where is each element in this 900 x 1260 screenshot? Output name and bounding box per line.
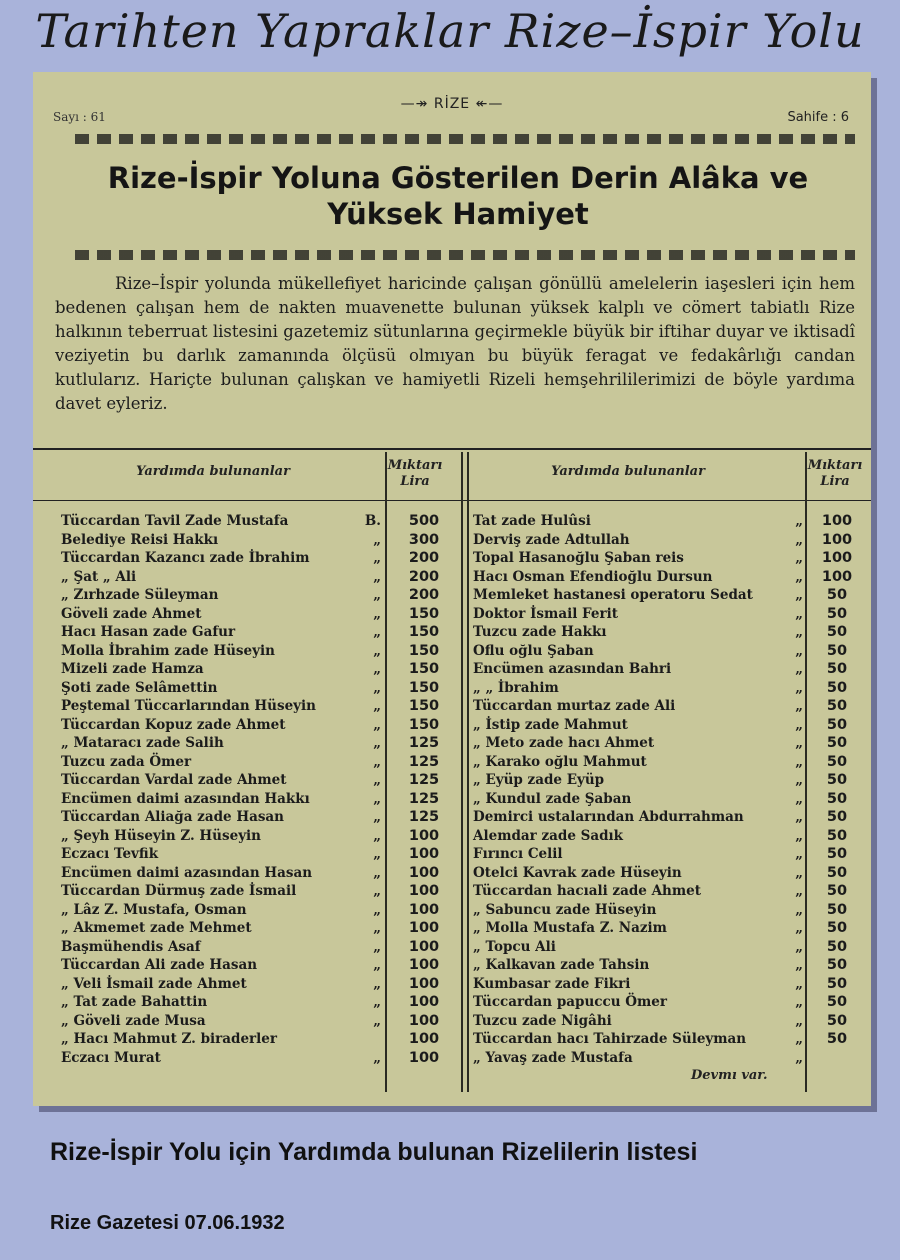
donor-row — [61, 679, 381, 698]
donor-row — [61, 975, 381, 994]
donor-name: „ Göveli zade Musa — [61, 1012, 206, 1029]
donation-amount — [807, 1049, 867, 1068]
donation-amount: 150 — [408, 698, 440, 714]
donor-row — [61, 512, 381, 531]
ditto-mark: „ — [795, 753, 803, 770]
donation-amount: 500 — [408, 513, 440, 529]
ditto-mark: „ — [373, 772, 381, 788]
ornament-border-bottom — [75, 250, 855, 260]
donor-name: Şoti zade Selâmettin — [61, 679, 218, 696]
donor-name: Tüccardan Kopuz zade Ahmet — [61, 716, 286, 733]
ditto-mark: „ — [373, 550, 381, 566]
article-headline: Rize-İspir Yoluna Gösterilen Derin Alâka ve Yüksek Hamiyet — [107, 161, 809, 231]
source-note: Rize Gazetesi 07.06.1932 — [50, 1212, 285, 1234]
ditto-mark: „ — [795, 624, 803, 640]
donor-row — [473, 586, 803, 605]
ditto-mark: „ — [373, 938, 381, 955]
ditto-mark: „ — [373, 661, 381, 677]
donor-row — [473, 882, 803, 901]
donor-row — [473, 1030, 803, 1049]
donation-amount: 100 — [408, 975, 440, 992]
donor-name: „ Sabuncu zade Hüseyin — [473, 901, 657, 918]
ditto-mark: „ — [795, 1012, 803, 1029]
donor-name: „ Mataracı zade Salih — [61, 735, 224, 751]
donation-amount: 150 — [408, 679, 440, 696]
ditto-mark: „ — [795, 864, 803, 881]
donation-amount: 100 — [408, 994, 440, 1010]
donor-row — [61, 1049, 381, 1068]
donation-amount: 300 — [408, 531, 440, 548]
donor-row — [61, 882, 381, 901]
donor-name: Alemdar zade Sadık — [473, 827, 624, 844]
donor-name: Oflu oğlu Şaban — [473, 642, 594, 659]
donor-name: Kumbasar zade Fikri — [473, 975, 631, 992]
ditto-mark: „ — [795, 642, 803, 659]
donor-row — [61, 1012, 381, 1031]
ditto-mark: „ — [795, 531, 803, 548]
donor-row — [473, 827, 803, 846]
donor-name: Doktor İsmail Ferit — [473, 605, 618, 622]
donation-amount: 50 — [826, 864, 848, 881]
donor-row — [61, 734, 381, 753]
donation-amount: 50 — [826, 772, 848, 788]
ditto-mark: „ — [795, 1031, 803, 1047]
donor-name: „ Zırhzade Süleyman — [61, 587, 219, 603]
donor-name: „ „ İbrahim — [473, 679, 559, 696]
donor-row — [473, 919, 803, 938]
masthead: —↠ RİZE ↞— — [400, 96, 504, 112]
table-header-rule — [33, 500, 871, 501]
column-divider — [467, 452, 469, 1092]
donor-row — [61, 790, 381, 809]
donation-amount: 50 — [826, 957, 848, 973]
donation-amount: 150 — [408, 661, 440, 677]
ditto-mark: „ — [795, 883, 803, 899]
donor-name: Encümen daimi azasından Hasan — [61, 864, 313, 881]
ditto-mark: „ — [373, 568, 381, 585]
ditto-mark: „ — [373, 679, 381, 696]
donation-amount: 125 — [408, 790, 440, 807]
ditto-mark: „ — [373, 901, 381, 918]
donor-name: Eczacı Murat — [61, 1049, 161, 1066]
donor-row — [61, 568, 381, 587]
donation-amount: 50 — [826, 753, 848, 770]
ditto-mark: „ — [795, 679, 803, 696]
ditto-mark: „ — [373, 716, 381, 733]
right-amount-header: Mıktarı Lira — [807, 458, 863, 489]
donor-name: Hacı Hasan zade Gafur — [61, 624, 236, 640]
donor-row — [61, 586, 381, 605]
donation-amount: 125 — [408, 772, 440, 788]
page-number: Sahife : 6 — [787, 110, 849, 125]
ditto-mark: „ — [795, 605, 803, 622]
ditto-mark: „ — [373, 698, 381, 714]
donor-row — [473, 623, 803, 642]
donation-amount: 125 — [408, 809, 440, 825]
ditto-mark: „ — [373, 531, 381, 548]
donation-amount: 50 — [826, 735, 848, 751]
donor-row — [61, 660, 381, 679]
right-amount-list — [807, 512, 867, 1067]
donor-name: Otelci Kavrak zade Hüseyin — [473, 864, 682, 881]
donation-amount: 50 — [826, 901, 848, 918]
donor-name: Tüccardan hacıali zade Ahmet — [473, 883, 701, 899]
donation-amount: 150 — [408, 716, 440, 733]
ditto-mark: „ — [373, 957, 381, 973]
ditto-mark: „ — [373, 735, 381, 751]
donor-name: „ Şeyh Hüseyin Z. Hüseyin — [61, 827, 261, 844]
donation-amount: 50 — [826, 605, 848, 622]
donor-name: Molla İbrahim zade Hüseyin — [61, 642, 275, 659]
right-name-header: Yardımda bulunanlar — [551, 464, 705, 479]
donor-name: „ Lâz Z. Mustafa, Osman — [61, 901, 247, 918]
ditto-mark: „ — [795, 513, 803, 529]
ditto-mark: „ — [795, 587, 803, 603]
column-divider — [461, 452, 463, 1092]
donor-name: Encümen daimi azasından Hakkı — [61, 790, 310, 807]
ditto-mark: „ — [795, 994, 803, 1010]
donor-row — [473, 938, 803, 957]
donation-amount: 50 — [826, 642, 848, 659]
donor-name: „ Veli İsmail zade Ahmet — [61, 975, 247, 992]
masthead-label: RİZE — [433, 96, 471, 112]
donor-row — [473, 568, 803, 587]
donor-row — [61, 771, 381, 790]
donor-row — [473, 901, 803, 920]
ditto-mark: „ — [795, 975, 803, 992]
ornament-border-top — [75, 134, 855, 144]
donor-name: „ Hacı Mahmut Z. biraderler — [61, 1031, 277, 1047]
donor-row — [473, 864, 803, 883]
donor-row — [61, 716, 381, 735]
ditto-mark: „ — [795, 698, 803, 714]
donation-amount: 100 — [821, 568, 853, 585]
donor-row — [473, 1012, 803, 1031]
donor-name: Fırıncı Celil — [473, 846, 563, 862]
donor-row — [473, 753, 803, 772]
donor-name: Tüccardan Ali zade Hasan — [61, 957, 258, 973]
donor-name: Eczacı Tevfik — [61, 846, 159, 862]
donation-amount: 50 — [826, 679, 848, 696]
donation-amount: 50 — [826, 827, 848, 844]
donor-name: „ Eyüp zade Eyüp — [473, 772, 605, 788]
donor-row — [473, 975, 803, 994]
ditto-mark: „ — [795, 920, 803, 936]
donor-row — [473, 1049, 803, 1068]
ditto-mark: „ — [795, 957, 803, 973]
donor-name: Tüccardan Vardal zade Ahmet — [61, 772, 287, 788]
ditto-mark: „ — [373, 975, 381, 992]
ditto-mark: „ — [795, 938, 803, 955]
donor-name: Topal Hasanoğlu Şaban reis — [473, 550, 684, 566]
ditto-mark: „ — [373, 790, 381, 807]
ditto-mark: „ — [795, 1049, 803, 1066]
ditto-mark: „ — [373, 587, 381, 603]
ditto-mark: „ — [795, 846, 803, 862]
donor-row — [61, 938, 381, 957]
donor-row — [473, 660, 803, 679]
donor-row — [473, 512, 803, 531]
donor-row — [473, 531, 803, 550]
donation-amount: 100 — [408, 1049, 440, 1066]
ditto-mark: „ — [373, 920, 381, 936]
donor-row — [61, 605, 381, 624]
donation-amount: 50 — [826, 994, 848, 1010]
donation-amount: 100 — [408, 901, 440, 918]
donation-amount: 100 — [821, 531, 853, 548]
donor-row — [61, 753, 381, 772]
donation-amount: 100 — [821, 550, 853, 566]
ditto-mark: „ — [373, 624, 381, 640]
ditto-mark: „ — [795, 716, 803, 733]
donor-row — [61, 864, 381, 883]
donation-amount: 50 — [826, 975, 848, 992]
ditto-mark: „ — [373, 827, 381, 844]
ditto-mark: „ — [373, 605, 381, 622]
ditto-mark: „ — [373, 864, 381, 881]
donor-name: Tuzcu zada Ömer — [61, 753, 192, 770]
table-top-rule — [33, 448, 871, 450]
image-caption: Rize-İspir Yolu için Yardımda bulunan Rizelilerin listesi — [50, 1138, 698, 1166]
donation-amount: 50 — [826, 883, 848, 899]
ditto-mark: „ — [795, 735, 803, 751]
ditto-mark: „ — [795, 550, 803, 566]
donor-row — [61, 531, 381, 550]
donation-amount: 150 — [408, 624, 440, 640]
donor-name: Tat zade Hulûsi — [473, 513, 591, 529]
donation-amount: 50 — [826, 920, 848, 936]
donor-name: Tüccardan Aliağa zade Hasan — [61, 809, 284, 825]
donor-name: Başmühendis Asaf — [61, 938, 201, 955]
continued-note: Devmı var. — [691, 1068, 768, 1083]
donation-amount: 200 — [408, 568, 440, 585]
left-name-header: Yardımda bulunanlar — [136, 464, 290, 479]
donor-name: Göveli zade Ahmet — [61, 605, 202, 622]
table-header — [33, 452, 871, 504]
issue-number: Sayı : 61 — [53, 110, 106, 124]
donor-name: „ Meto zade hacı Ahmet — [473, 735, 655, 751]
page-title: Tarihten Yapraklar Rize–İspir Yolu — [35, 4, 865, 58]
donation-amount: 100 — [408, 1031, 440, 1047]
donor-row — [61, 993, 381, 1012]
donor-name: Hacı Osman Efendioğlu Dursun — [473, 568, 713, 585]
donor-name: „ İstip zade Mahmut — [473, 716, 628, 733]
donor-row — [473, 716, 803, 735]
ditto-mark: „ — [373, 846, 381, 862]
donation-amount: 125 — [408, 735, 440, 751]
newspaper-clipping — [33, 72, 871, 1106]
donor-row — [61, 827, 381, 846]
donation-amount: 100 — [408, 864, 440, 881]
article-intro: Rize–İspir yolunda mükellefiyet haricinde çalışan gönüllü amelelerin iaşesleri için hem bedenen çalışan hem de nakten muavenette bulunan yüksek kalplı ve cömert tabiatlı Rize halkının teberruat listesini gazetemiz sütunlarına geçirmekle büyük bir iftihar duyar ve iktisadî veziyetin bu darlık zamanında ölçüsü olmıyan bu büyük feragat ve fedakârlığı candan kutlularız. Hariçte bulunan çalışkan ve hamiyetli Rizeli hemşehrililerimizi de böyle yardıma davet eyleriz. — [55, 274, 855, 413]
donation-amount: 50 — [826, 698, 848, 714]
donation-amount: 100 — [408, 883, 440, 899]
donor-name: Belediye Reisi Hakkı — [61, 531, 219, 548]
donation-amount: 50 — [826, 790, 848, 807]
ditto-mark: „ — [795, 809, 803, 825]
donor-name: Tüccardan Tavil Zade Mustafa — [61, 513, 289, 529]
donor-row — [61, 901, 381, 920]
donor-name: „ Topcu Ali — [473, 938, 556, 955]
donor-name: Tüccardan papuccu Ömer — [473, 994, 667, 1010]
ditto-mark: „ — [373, 809, 381, 825]
donor-name: Tüccardan hacı Tahirzade Süleyman — [473, 1031, 747, 1047]
donation-amount: 50 — [826, 1031, 848, 1047]
donor-name: „ Şat „ Ali — [61, 568, 137, 585]
donation-amount: 150 — [408, 642, 440, 659]
donor-name: Demirci ustalarından Abdurrahman — [473, 809, 744, 825]
ditto-mark: „ — [795, 827, 803, 844]
donor-name: „ Kundul zade Şaban — [473, 790, 632, 807]
ditto-mark: „ — [373, 994, 381, 1010]
donor-row — [473, 790, 803, 809]
donation-amount: 150 — [408, 605, 440, 622]
donation-amount: 50 — [826, 587, 848, 603]
donor-row — [61, 623, 381, 642]
donation-amount: 100 — [408, 1012, 440, 1029]
donation-amount: 125 — [408, 753, 440, 770]
donor-row — [473, 956, 803, 975]
ditto-mark: „ — [795, 772, 803, 788]
donor-row — [61, 919, 381, 938]
donor-row — [473, 808, 803, 827]
donation-amount: 100 — [408, 957, 440, 973]
donation-amount: 100 — [821, 513, 853, 529]
donor-row — [473, 771, 803, 790]
ditto-mark: B. — [364, 513, 381, 529]
left-amount-header: Mıktarı Lira — [387, 458, 443, 489]
donor-row — [473, 845, 803, 864]
ditto-mark: „ — [795, 790, 803, 807]
donor-name: „ Tat zade Bahattin — [61, 994, 208, 1010]
donor-row — [473, 993, 803, 1012]
donor-row — [473, 697, 803, 716]
donor-name: Tüccardan Kazancı zade İbrahim — [61, 550, 310, 566]
donation-amount: 200 — [408, 550, 440, 566]
donor-row — [61, 1030, 381, 1049]
donation-amount: 50 — [826, 1012, 848, 1029]
donor-row — [61, 808, 381, 827]
donation-amount: 100 — [408, 827, 440, 844]
donor-name: Tüccardan murtaz zade Ali — [473, 698, 676, 714]
donor-name: Mizeli zade Hamza — [61, 661, 204, 677]
donor-name: „ Akmemet zade Mehmet — [61, 920, 252, 936]
donor-name: Encümen azasından Bahri — [473, 661, 672, 677]
donor-name: „ Kalkavan zade Tahsin — [473, 957, 650, 973]
donation-amount: 100 — [408, 920, 440, 936]
donor-row — [61, 549, 381, 568]
donation-amount: 50 — [826, 809, 848, 825]
right-donor-list — [473, 512, 803, 1067]
ditto-mark: „ — [373, 1012, 381, 1029]
donor-row — [61, 845, 381, 864]
donation-amount: 200 — [408, 587, 440, 603]
donor-row — [473, 642, 803, 661]
donation-amount: 100 — [408, 938, 440, 955]
donor-name: Peştemal Tüccarlarından Hüseyin — [61, 698, 316, 714]
donation-amount: 50 — [826, 624, 848, 640]
ditto-mark: „ — [795, 568, 803, 585]
donation-amount: 100 — [408, 846, 440, 862]
donor-name: Tuzcu zade Hakkı — [473, 624, 607, 640]
donor-name: Derviş zade Adtullah — [473, 531, 630, 548]
donor-name: Tüccardan Dürmuş zade İsmail — [61, 883, 297, 899]
donor-row — [61, 697, 381, 716]
donor-row — [473, 679, 803, 698]
ditto-mark: „ — [373, 753, 381, 770]
ditto-mark: „ — [795, 901, 803, 918]
donor-name: Tuzcu zade Nigâhi — [473, 1012, 612, 1029]
donor-name: „ Molla Mustafa Z. Nazim — [473, 920, 667, 936]
donor-name: Memleket hastanesi operatoru Sedat — [473, 587, 753, 603]
ditto-mark: „ — [373, 883, 381, 899]
donation-amount: 50 — [826, 716, 848, 733]
donor-row — [473, 605, 803, 624]
donor-row — [61, 642, 381, 661]
donor-name: „ Yavaş zade Mustafa — [473, 1049, 633, 1066]
donor-row — [61, 956, 381, 975]
donor-row — [473, 549, 803, 568]
ditto-mark: „ — [373, 1049, 381, 1066]
left-amount-list — [387, 512, 461, 1067]
donation-amount: 50 — [826, 661, 848, 677]
donation-amount: 50 — [826, 846, 848, 862]
ditto-mark: „ — [795, 661, 803, 677]
ditto-mark: „ — [373, 642, 381, 659]
donor-row — [473, 734, 803, 753]
donor-name: „ Karako oğlu Mahmut — [473, 753, 647, 770]
donation-amount: 50 — [826, 938, 848, 955]
left-donor-list — [61, 512, 381, 1067]
